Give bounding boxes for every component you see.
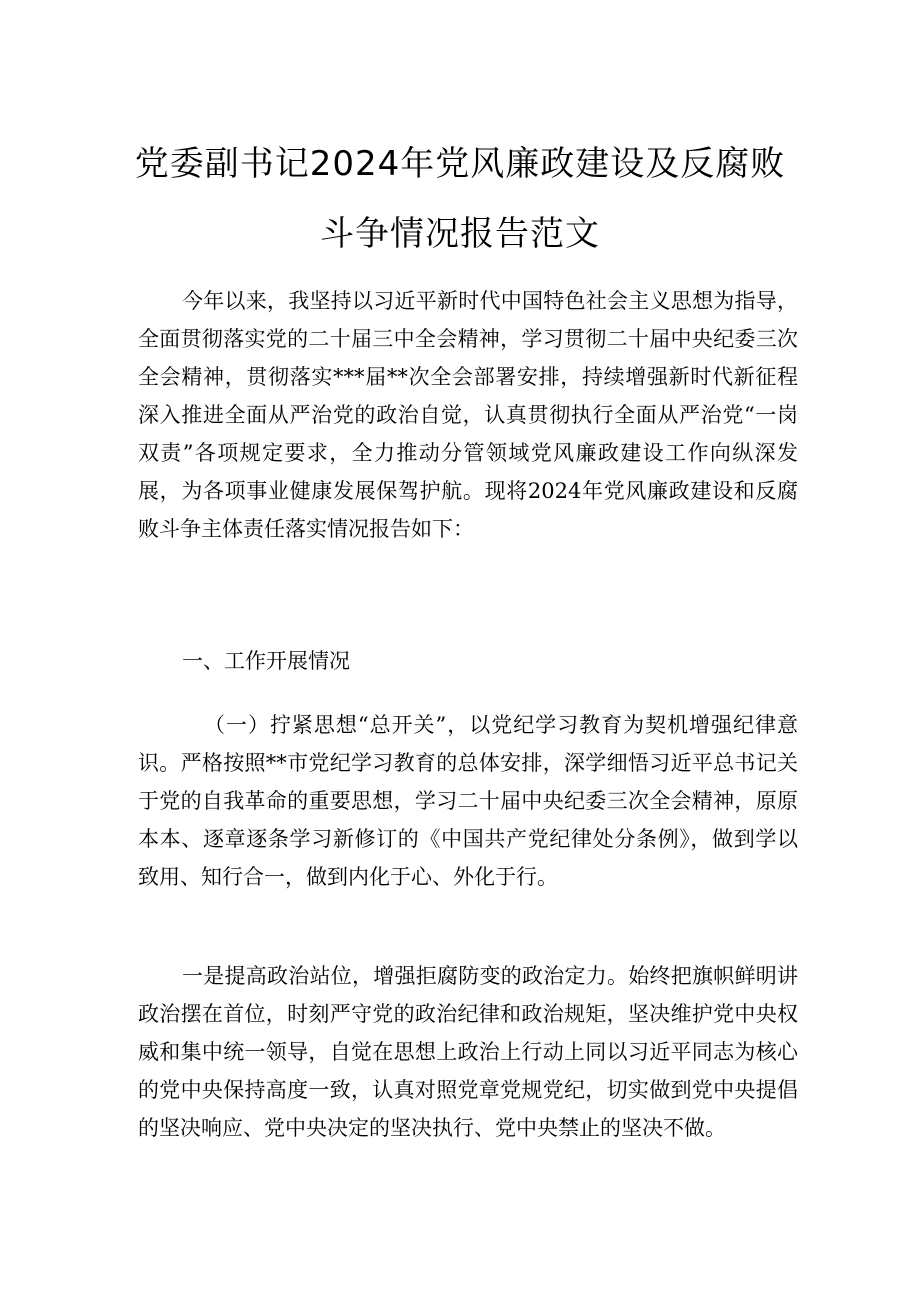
document-title-line-1: 党委副书记2024年党风廉政建设及反腐败 xyxy=(134,144,786,184)
intro-paragraph: 今年以来，我坚持以习近平新时代中国特色社会主义思想为指导，全面贯彻落实党的二十届三中全会精神，学习贯彻二十届中央纪委三次全会精神，贯彻落实***届**次全会部署安排，持续增强新时代新征程深入推进全面从严治党的政治自觉，认真贯彻执行全面从严治党“一岗双责”各项规定要求，全力推动分管领域党风廉政建设工作向纵深发展，为各项事业健康发展保驾护航。现将2024年党风廉政建设和反腐败斗争主体责任落实情况报告如下： xyxy=(138,289,798,541)
section-heading-work: 一、工作开展情况 xyxy=(182,649,350,673)
subsection-paragraph-1: （一）拧紧思想“总开关”，以党纪学习教育为契机增强纪律意识。严格按照**市党纪学习教育的总体安排，深学细悟习近平总书记关于党的自我革命的重要思想，学习二十届中央纪委三次全会精神，原原本本、逐章逐条学习新修订的《中国共产党纪律处分条例》，做到学以致用、知行合一，做到内化于心、外化于行。 xyxy=(138,713,798,889)
document-title-line-2: 斗争情况报告范文 xyxy=(320,214,600,254)
point-paragraph-1: 一是提高政治站位，增强拒腐防变的政治定力。始终把旗帜鲜明讲政治摆在首位，时刻严守党的政治纪律和政治规矩，坚决维护党中央权威和集中统一领导，自觉在思想上政治上行动上同以习近平同志为核心的党中央保持高度一致，认真对照党章党规党纪，切实做到党中央提倡的坚决响应、党中央决定的坚决执行、党中央禁止的坚决不做。 xyxy=(138,964,798,1140)
